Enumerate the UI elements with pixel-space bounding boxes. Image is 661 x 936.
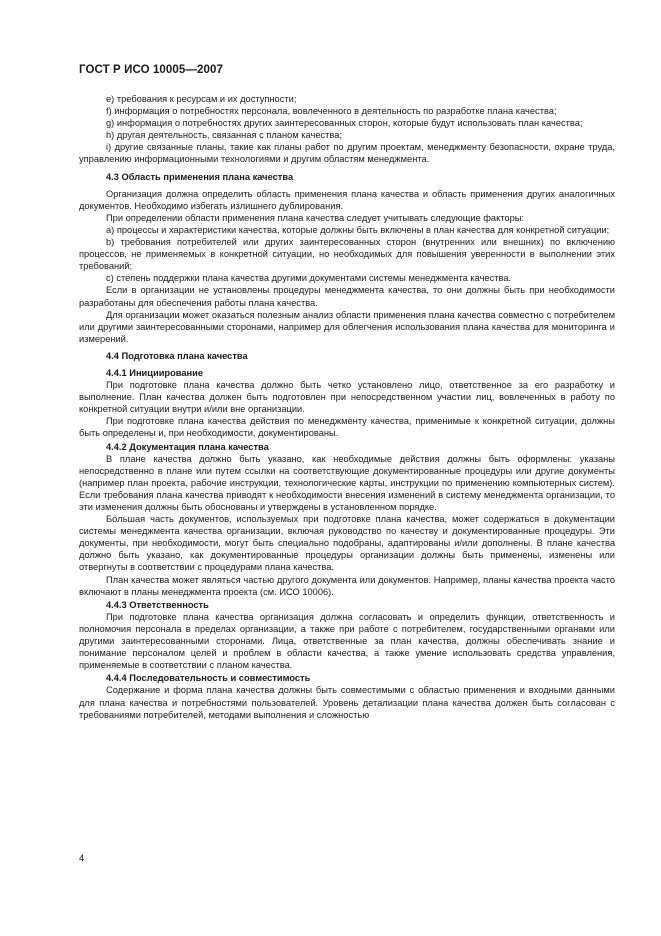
paragraph: Если в организации не установлены процедуры менеджмента качества, то они должны быть при необходимости разработаны для обеспечения работы плана качества. [79,285,615,308]
section-heading: 4.4.4 Последовательность и совместимость [106,673,311,684]
paragraph: При определении области применения плана качества следует учитывать следующие факторы: [106,212,525,223]
paragraph: Организация должна определить область применения плана качества и область применения других аналогичных документов. Необходимо избегать излишнего дублирования. [79,188,615,211]
section-heading: 4.3 Область применения плана качества [106,171,294,182]
paragraph: При подготовке плана качества действия по менеджменту качества, применимые к конкретной ситуации, должны быть определены и, при необходимости, документированы. [79,416,615,439]
document-body [79,93,615,721]
section-heading: 4.4 Подготовка плана качества [106,350,248,361]
section-heading: 4.4.1 Инициирование [106,367,204,378]
paragraph: Содержание и форма плана качества должны быть совместимыми с областью применения и входными данными для плана качества и потребностями пользователей. Уровень детализации плана качества должен быть согласован с требованиями потребителей, методами выполнения и сложностью [79,685,615,720]
paragraph: Для организации может оказаться полезным анализ области применения плана качества совместно с потребителем или другими заинтересованными сторонами, например для облегчения использования плана качества для мониторинга и измерений. [79,309,615,344]
paragraph: e) требования к ресурсам и их доступности; [106,94,297,104]
paragraph: В плане качества должно быть указано, как необходимые действия должны быть оформлены: указаны непосредственно в плане или путем ссылки на соответствующие документированные процедуры или другие документы (например план проекта, рабочие инструкции, технологические карты, инструкции по применению компьютерных систем). Если требования плана качества приводят к необходимости внесения изменений в систему менеджмента организации, то эти изменения должны быть обоснованы и утверждены в установленном порядке. [79,453,615,512]
paragraph: При подготовке плана качества организация должна согласовать и определить функции, ответственность и полномочия персонала в пределах организации, а также при работе с потребителем, государственными органами или другими заинтересованными сторонами. Лица, ответственные за план качества, должны обеспечивать знание и понимание персоналом целей и проблем в области качества, а также умение использовать средства управления, применяемые в соответствии с планом качества. [79,611,615,671]
paragraph: Бóльшая часть документов, используемых при подготовке плана качества, может содержаться в документации системы менеджмента качества организации, включая руководство по качеству и документированные процедуры. Эти документы, при необходимости, могут быть специально подобраны, адаптированы и/или дополнены. В плане качества должно быть указано, как документированные процедуры организации должны быть применены, изменены или отвергнуты в соответствии с процедурами плана качества. [79,514,615,573]
section-heading: 4.4.3 Ответственность [106,599,209,610]
paragraph: i) другие связанные планы, такие как планы работ по другим проектам, менеджменту безопасности, охране труда, управлению информационными технологиями и другим областям менеджмента. [79,142,615,165]
paragraph: g) информация о потребностях других заинтересованных сторон, которые будут использовать план качества; [106,118,583,129]
paragraph: План качества может являться частью другого документа или документов. Например, планы качества проекта часто включают в планы менеджмента проекта (см. ИСО 10006). [79,574,615,597]
page-number: 4 [79,853,85,863]
paragraph: a) процессы и характеристики качества, которые должны быть включены в план качества для конкретной ситуации; [106,224,610,235]
paragraph: h) другая деятельность, связанная с планом качества; [106,130,342,141]
paragraph: b) требования потребителей или других заинтересованных сторон (внутренних или внешних) по включению процессов, не применяемых в конкретной ситуации, но необходимых для повышения уверенности в выполнении этих требований; [79,237,615,272]
paragraph: f) информация о потребностях персонала, вовлеченного в деятельность по разработке плана качества; [106,106,557,117]
page-header: ГОСТ Р ИСО 10005—2007 [79,64,224,76]
section-heading: 4.4.2 Документация плана качества [106,441,269,452]
paragraph: При подготовке плана качества должно быть четко установлено лицо, ответственное за его разработку и выполнение. План качества должен быть подготовлен при непосредственном участии лиц, вовлеченных в работу по конкретной ситуации внутри и/или вне организации. [79,380,615,415]
paragraph: c) степень поддержки плана качества другими документами системы менеджмента качества. [106,273,512,284]
